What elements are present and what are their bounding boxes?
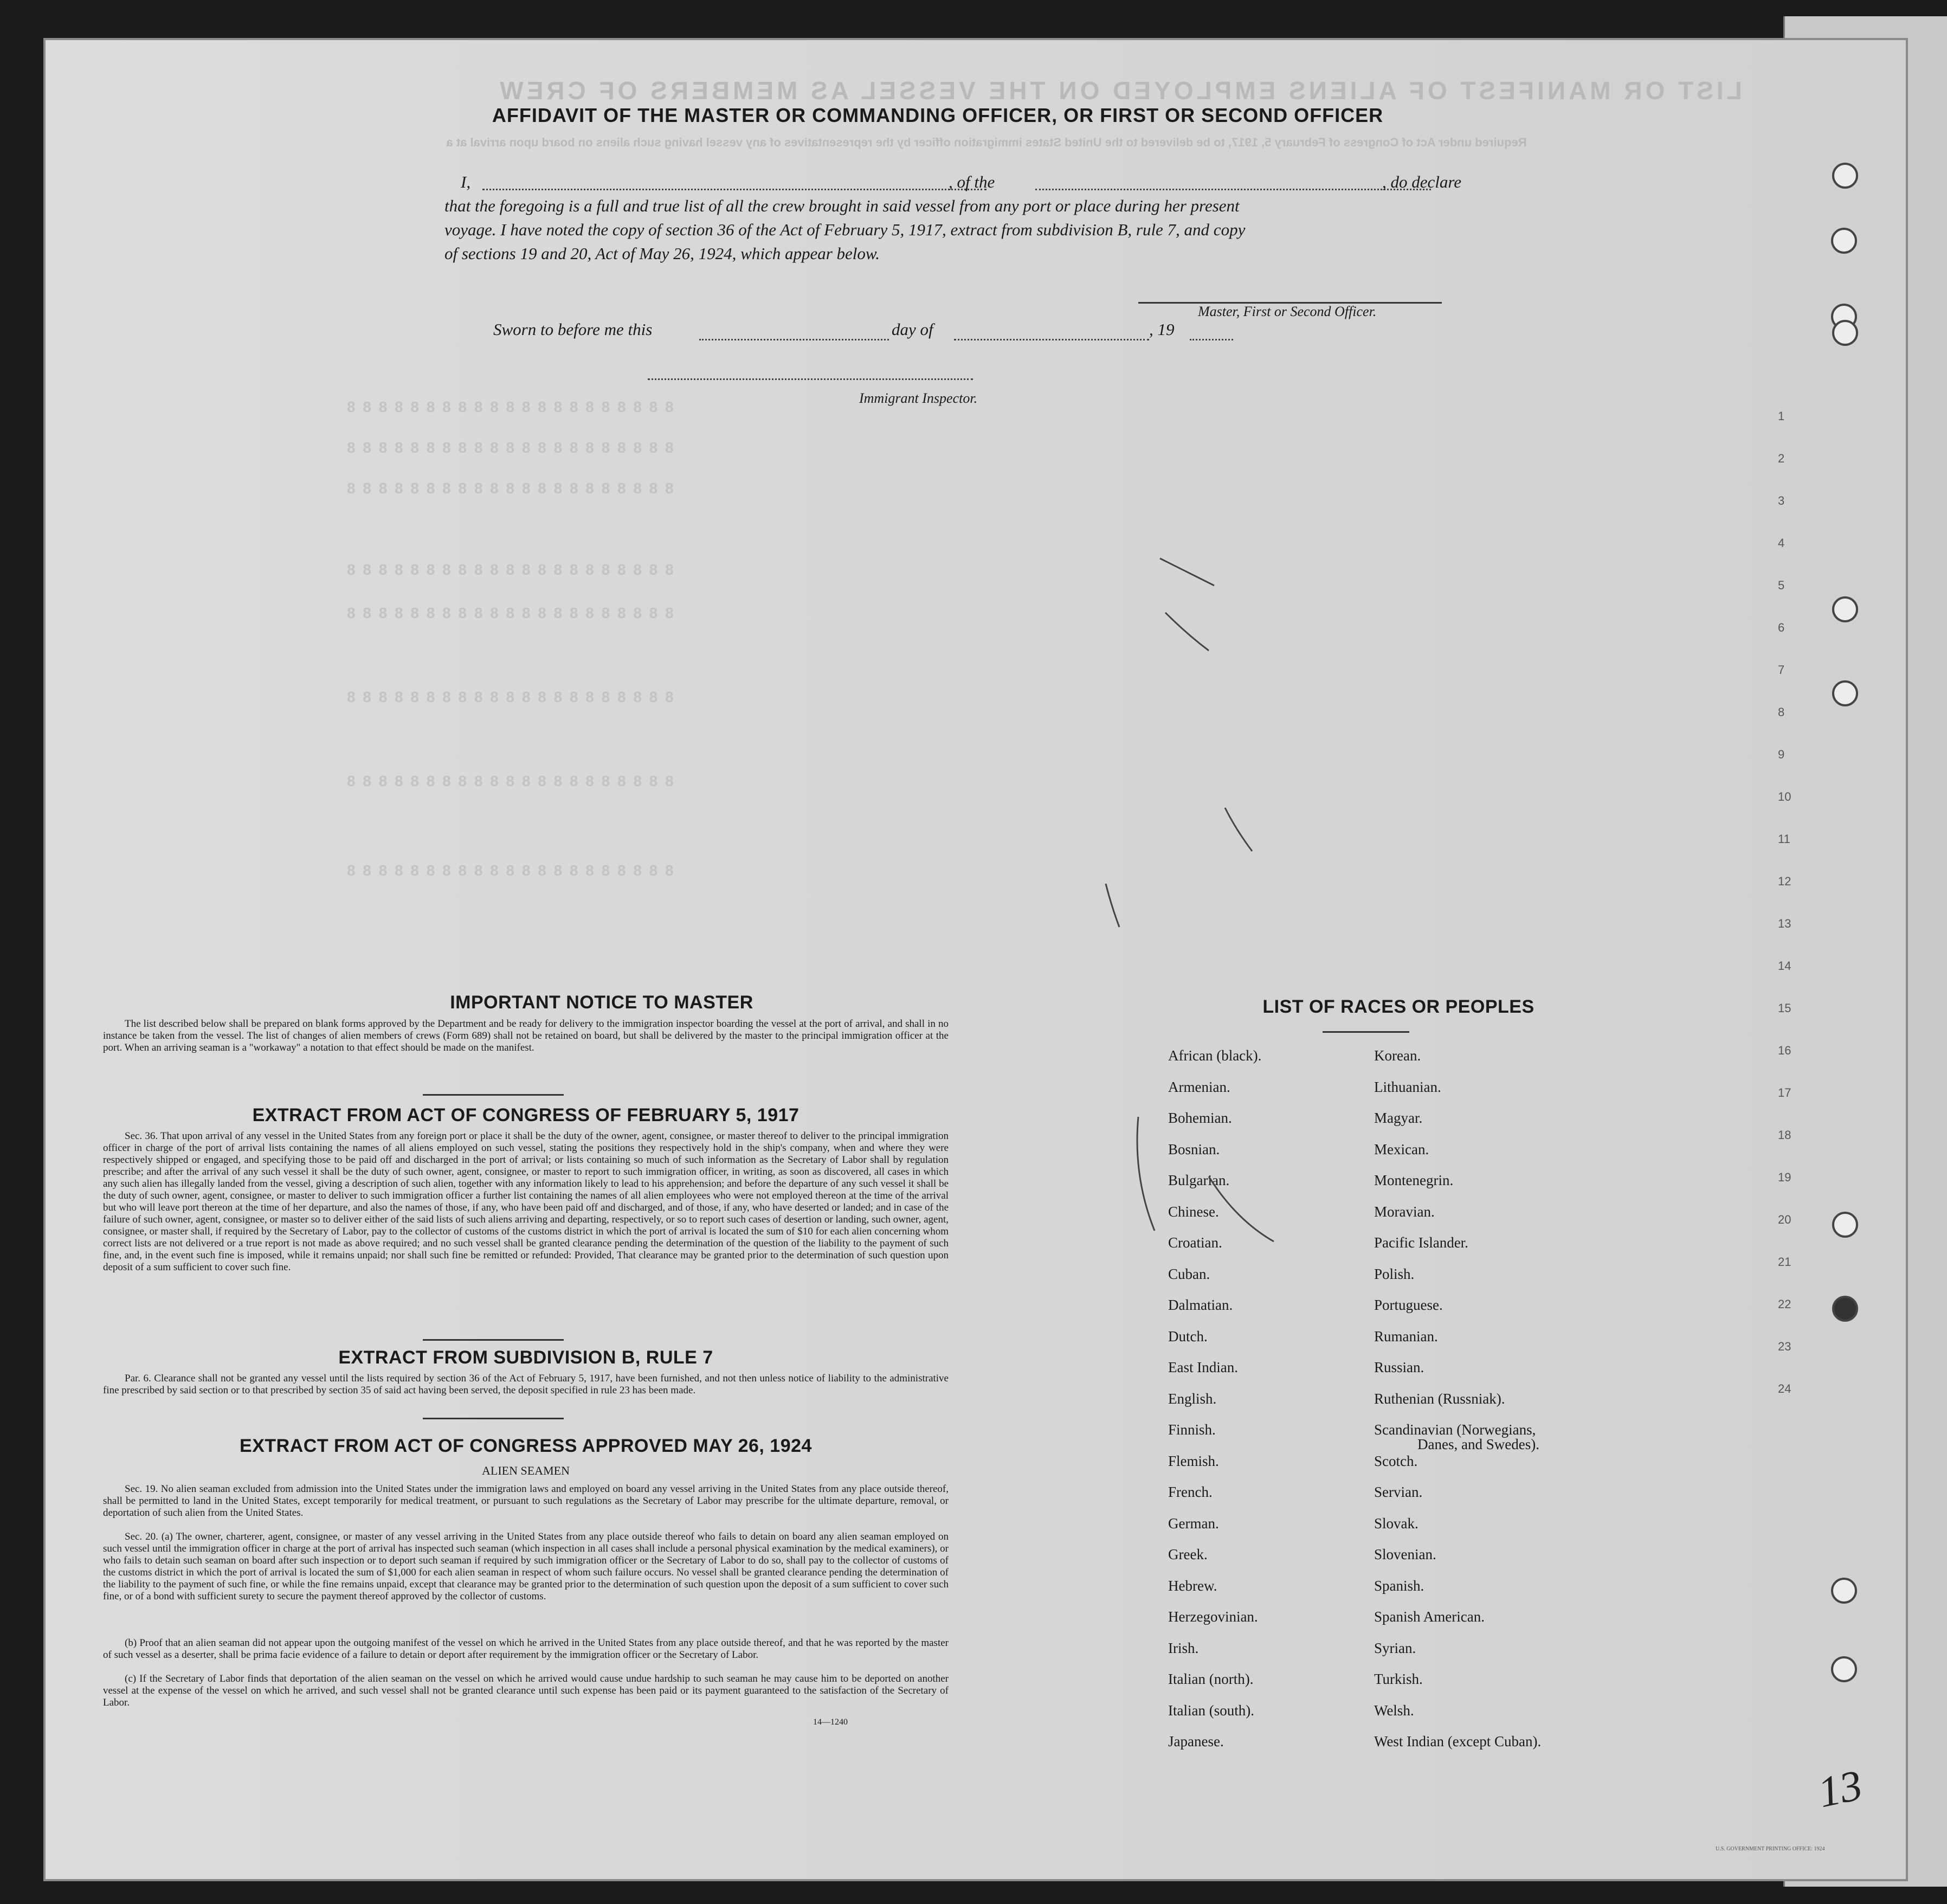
sec20a-body: Sec. 20. (a) The owner, charterer, agent, consignee, or master of any vessel arriving in the United States from any place outside thereof who fails to detain on board any alien seaman employed on such vessel until the immigration officer in charge at the port of arrival has inspected such seaman (which inspection in all cases shall include a personal physical examination by the medical examiners), or who fails to detain such seaman on board after such inspection or to deport such seaman if required by such immigration officer or the Secretary of Labor to do so, shall pay to the collector of customs of the customs district in which the port of arrival is located the sum of $1,000 for each alien seaman in respect of whom such failure occurs. No vessel shall be granted clearance pending the determination of the liability to the payment of such fine, or while the fine remains unpaid, except that clearance may be granted prior to the determination of such question upon the deposit of a sum sufficient to cover such fine, or of a bond with sufficient surety to secure the payment thereof approved by the collector of customs. <box>103 1531 949 1602</box>
race-item: Flemish. <box>1168 1452 1219 1469</box>
inspector-signature-line[interactable] <box>648 378 973 380</box>
row-number: 19 <box>1778 1170 1791 1184</box>
sworn-month-blank[interactable] <box>954 339 1149 340</box>
rule7-title: EXTRACT FROM SUBDIVISION B, RULE 7 <box>338 1347 713 1368</box>
race-item: Welsh. <box>1374 1702 1414 1719</box>
race-item: Lithuanian. <box>1374 1078 1441 1095</box>
race-item-text: Scandinavian (Norwegians, <box>1374 1421 1536 1438</box>
bleed-through-row: 8 8 8 8 8 8 8 8 8 8 8 8 8 8 8 8 8 8 8 8 8 <box>347 689 675 705</box>
race-item-continuation: Danes, and Swedes). <box>1417 1436 1539 1452</box>
affidavit-title: AFFIDAVIT OF THE MASTER OR COMMANDING OFFICER, OR FIRST OR SECOND OFFICER <box>492 104 1384 126</box>
pencil-stroke <box>1165 613 1209 651</box>
row-number: 16 <box>1778 1044 1791 1057</box>
bleed-through-subtitle: Required under Act of Congress of February 5, 1917, to be delivered to the United States immigration officer by the representatives of any vessel having such aliens on board upon arrival at a <box>446 136 1527 149</box>
bleed-through-row: 8 8 8 8 8 8 8 8 8 8 8 8 8 8 8 8 8 8 8 8 8 <box>347 773 675 789</box>
race-item: Turkish. <box>1374 1671 1423 1687</box>
race-item: East Indian. <box>1168 1359 1238 1375</box>
race-item: Chinese. <box>1168 1203 1219 1220</box>
race-item: English. <box>1168 1390 1217 1407</box>
notice-title: IMPORTANT NOTICE TO MASTER <box>450 992 753 1013</box>
form-number: 14—1240 <box>813 1718 848 1727</box>
race-item: African (black). <box>1168 1047 1262 1064</box>
alien-seamen-subtitle: ALIEN SEAMEN <box>482 1464 570 1477</box>
row-number: 22 <box>1778 1297 1791 1311</box>
master-label: Master, First or Second Officer. <box>1198 304 1377 319</box>
race-item: Mexican. <box>1374 1141 1429 1157</box>
row-number: 9 <box>1778 748 1785 761</box>
row-number: 11 <box>1778 832 1790 846</box>
printer-note: U.S. GOVERNMENT PRINTING OFFICE: 1924 <box>1716 1846 1825 1852</box>
row-number: 24 <box>1778 1382 1791 1395</box>
race-item: Polish. <box>1374 1265 1415 1282</box>
row-number: 15 <box>1778 1001 1791 1015</box>
binder-hole-icon <box>1832 680 1858 706</box>
affidavit-line1-of: , of the <box>949 172 995 191</box>
race-item: Magyar. <box>1374 1110 1423 1126</box>
sec20b-body: (b) Proof that an alien seaman did not appear upon the outgoing manifest of the vessel on which he arrived in the United States from any place outside thereof, and that he was reported by the master of such vessel as a deserter, shall be prima facie evidence of a failure to detain or deport after requirement by the immigration officer or the Secretary of Labor. <box>103 1637 949 1661</box>
race-item: Portuguese. <box>1374 1297 1443 1313</box>
bleed-through-row: 8 8 8 8 8 8 8 8 8 8 8 8 8 8 8 8 8 8 8 8 8 <box>347 439 675 456</box>
row-number: 17 <box>1778 1086 1791 1099</box>
row-number: 1 <box>1778 409 1785 423</box>
pencil-stroke <box>1225 808 1252 851</box>
affidavit-line2: that the foregoing is a full and true list of all the crew brought in said vessel from any port or place during her present <box>444 196 1240 215</box>
race-item: Cuban. <box>1168 1265 1210 1282</box>
margin-row-numbers <box>1778 409 1800 1424</box>
race-item: Herzegovinian. <box>1168 1609 1258 1625</box>
race-item: Pacific Islander. <box>1374 1234 1468 1251</box>
pencil-stroke <box>1106 884 1119 927</box>
row-number: 21 <box>1778 1255 1791 1269</box>
races-column-2 <box>1374 1047 1541 1765</box>
pencil-marks <box>1073 526 1344 1285</box>
bleed-through-row: 8 8 8 8 8 8 8 8 8 8 8 8 8 8 8 8 8 8 8 8 8 <box>347 862 675 879</box>
race-item: Italian (south). <box>1168 1702 1254 1719</box>
pencil-stroke <box>1209 1176 1274 1242</box>
race-item: Scotch. <box>1374 1452 1418 1469</box>
year-text: , 19 <box>1149 320 1175 339</box>
binder-hole-icon <box>1832 163 1858 189</box>
binder-hole-icon <box>1831 1656 1857 1682</box>
race-item: Slovenian. <box>1374 1546 1436 1562</box>
race-item: French. <box>1168 1484 1213 1500</box>
race-item: Hebrew. <box>1168 1577 1217 1594</box>
race-item: Russian. <box>1374 1359 1424 1375</box>
row-number: 14 <box>1778 959 1791 973</box>
binder-hole-icon <box>1831 1578 1857 1604</box>
race-item: Syrian. <box>1374 1639 1416 1656</box>
race-item: Bosnian. <box>1168 1141 1220 1157</box>
sec19-body: Sec. 19. No alien seaman excluded from admission into the United States under the immigration laws and employed on board any vessel arriving in the United States from any place outside thereof, shall be permitted to land in the United States, except temporarily for medical treatment, or pursuant to such regulations as the Secretary of Labor may prescribe for the ultimate departure, removal, or deportation of such alien from the United States. <box>103 1483 949 1519</box>
race-item: Greek. <box>1168 1546 1208 1562</box>
bleed-through-row: 8 8 8 8 8 8 8 8 8 8 8 8 8 8 8 8 8 8 8 8 8 <box>347 561 675 578</box>
race-item: Montenegrin. <box>1374 1172 1454 1188</box>
row-number: 23 <box>1778 1340 1791 1353</box>
vessel-blank[interactable] <box>1035 189 1431 190</box>
races-title: LIST OF RACES OR PEOPLES <box>1262 996 1535 1017</box>
divider <box>423 1094 564 1096</box>
sworn-day-blank[interactable] <box>699 339 889 340</box>
pencil-stroke <box>1160 558 1214 586</box>
bleed-through-row: 8 8 8 8 8 8 8 8 8 8 8 8 8 8 8 8 8 8 8 8 8 <box>347 398 675 415</box>
extract-1917-body: Sec. 36. That upon arrival of any vessel in the United States from any foreign port or place it shall be the duty of the owner, agent, consignee, or master thereof to deliver to the principal immigration officer in charge of the port of arrival lists containing the names of all aliens employed on such vessel, stating the positions they respectively hold in the ship's company, when and where they were respectively shipped or engaged, and specifying those to be paid off and discharged in the port of arrival; or lists containing so much of such information as the Secretary of Labor shall by regulation prescribe; and after the arrival of any such vessel it shall be the duty of such owner, agent, consignee, or master to report to such immigration officer, in writing, as soon as discovered, all cases in which any such alien has illegally landed from the vessel, giving a description of such alien, together with any information likely to lead to his apprehension; and before the departure of any such vessel it shall be the duty of such owner, agent, consignee, or master to deliver to such immigration officer a further list containing the names of all alien employees who were not employed thereon at the time of the arrival but who will leave port thereon at the time of her departure, and also the names of those, if any, who have been paid off and discharged, and of those, if any, who have deserted or landed; and in case of the failure of such owner, agent, consignee, or master so to deliver either of the said lists of such aliens arriving and departing, respectively, or so to report such cases of desertion or landing, such owner, agent, consignee, or master shall, if required by the Secretary of Labor, pay to the collector of customs of the customs district in which the port of arrival is located the sum of $10 for each alien concerning whom correct lists are not delivered or a true report is not made as above required; and no such vessel shall be granted clearance pending the determination of the question of the liability to the payment of such fine, and, in the event such fine is imposed, while it remains unpaid; nor shall such fine be remitted or refunded: Provided, That clearance may be granted prior to the determination of such question upon deposit of a sum sufficient to cover such fine. <box>103 1130 949 1273</box>
race-item: German. <box>1168 1515 1219 1532</box>
pencil-stroke <box>1137 1117 1155 1231</box>
race-item: Armenian. <box>1168 1078 1230 1095</box>
rule7-body: Par. 6. Clearance shall not be granted any vessel until the lists required by section 36 of the Act of February 5, 1917, have been furnished, and not then unless notice of liability to the administrative fine prescribed by said section or to that prescribed by section 35 of said act having been served, the deposit specified in rule 23 has been made. <box>103 1373 949 1396</box>
race-item: Japanese. <box>1168 1733 1224 1749</box>
sworn-text: Sworn to before me this <box>493 320 653 339</box>
race-item: Korean. <box>1374 1047 1421 1064</box>
race-item: Ruthenian (Russniak). <box>1374 1390 1505 1407</box>
divider <box>423 1418 564 1419</box>
binder-hole-icon <box>1832 1212 1858 1238</box>
race-item: Slovak. <box>1374 1515 1419 1532</box>
affidavit-line1-declare: , do declare <box>1382 172 1462 191</box>
divider <box>423 1339 564 1341</box>
binder-hole-icon <box>1832 596 1858 622</box>
bleed-through-title: LIST OR MANIFEST OF ALIENS EMPLOYED ON THE VESSEL AS MEMBERS OF CREW <box>497 76 1742 105</box>
affidavit-line1-i: I, <box>461 172 471 191</box>
notice-body: The list described below shall be prepared on blank forms approved by the Department and be ready for delivery to the immigration inspector boarding the vessel at the port of arrival, and shall in no instance be taken from the vessel. The list of changes of alien members of crews (Form 689) shall not be retained on board, but shall be delivered by the master to the principal immigration officer at the port. When an arriving seaman is a "workaway" a notation to that effect should be made on the manifest. <box>103 1018 949 1053</box>
extract-1917-title: EXTRACT FROM ACT OF CONGRESS OF FEBRUARY 5, 1917 <box>252 1105 800 1125</box>
race-item: Finnish. <box>1168 1421 1216 1438</box>
row-number: 10 <box>1778 790 1791 803</box>
race-item: Bohemian. <box>1168 1110 1232 1126</box>
row-number: 20 <box>1778 1213 1791 1226</box>
name-blank[interactable] <box>482 189 987 190</box>
race-item: West Indian (except Cuban). <box>1374 1733 1542 1749</box>
race-item: Dalmatian. <box>1168 1297 1233 1313</box>
affidavit-line3: voyage. I have noted the copy of section 36 of the Act of February 5, 1917, extract from subdivision B, rule 7, and copy <box>444 220 1246 239</box>
race-item: Spanish. <box>1374 1577 1424 1594</box>
row-number: 12 <box>1778 874 1791 888</box>
sworn-year-blank[interactable] <box>1190 339 1233 340</box>
race-item: Rumanian. <box>1374 1328 1438 1345</box>
inspector-label: Immigrant Inspector. <box>859 390 978 406</box>
affidavit-line4: of sections 19 and 20, Act of May 26, 1924, which appear below. <box>444 244 880 263</box>
bleed-through-row: 8 8 8 8 8 8 8 8 8 8 8 8 8 8 8 8 8 8 8 8 8 <box>347 604 675 621</box>
race-item: Bulgarian. <box>1168 1172 1230 1188</box>
row-number: 7 <box>1778 663 1785 677</box>
handwritten-page-number: 13 <box>1814 1761 1867 1817</box>
race-item: Croatian. <box>1168 1234 1222 1251</box>
race-item: Spanish American. <box>1374 1609 1485 1625</box>
binder-hole-icon <box>1831 228 1857 254</box>
race-item: Italian (north). <box>1168 1671 1254 1687</box>
row-number: 2 <box>1778 452 1785 465</box>
race-item <box>1374 1421 1541 1453</box>
row-number: 6 <box>1778 621 1785 634</box>
race-item: Irish. <box>1168 1639 1199 1656</box>
extract-1924-title: EXTRACT FROM ACT OF CONGRESS APPROVED MAY 26, 1924 <box>240 1436 812 1456</box>
race-item: Servian. <box>1374 1484 1423 1500</box>
row-number: 18 <box>1778 1128 1791 1142</box>
race-item: Dutch. <box>1168 1328 1208 1345</box>
day-of-text: day of <box>892 320 933 339</box>
row-number: 4 <box>1778 536 1785 550</box>
row-number: 8 <box>1778 705 1785 719</box>
row-number: 3 <box>1778 494 1785 507</box>
row-number: 5 <box>1778 578 1785 592</box>
sec20c-body: (c) If the Secretary of Labor finds that deportation of the alien seaman on the vessel on which he arrived would cause undue hardship to such seaman he may cause him to be deported on another vessel at the expense of the vessel on which he arrived, and such vessel shall not be granted clearance until such expense has been paid or its payment guaranteed to the satisfaction of the Secretary of Labor. <box>103 1673 949 1708</box>
document-sheet <box>43 38 1908 1881</box>
bleed-through-row: 8 8 8 8 8 8 8 8 8 8 8 8 8 8 8 8 8 8 8 8 8 <box>347 480 675 497</box>
binder-hole-icon <box>1832 320 1858 346</box>
binder-hole-icon <box>1832 1296 1858 1322</box>
row-number: 13 <box>1778 917 1791 930</box>
race-item: Moravian. <box>1374 1203 1435 1220</box>
